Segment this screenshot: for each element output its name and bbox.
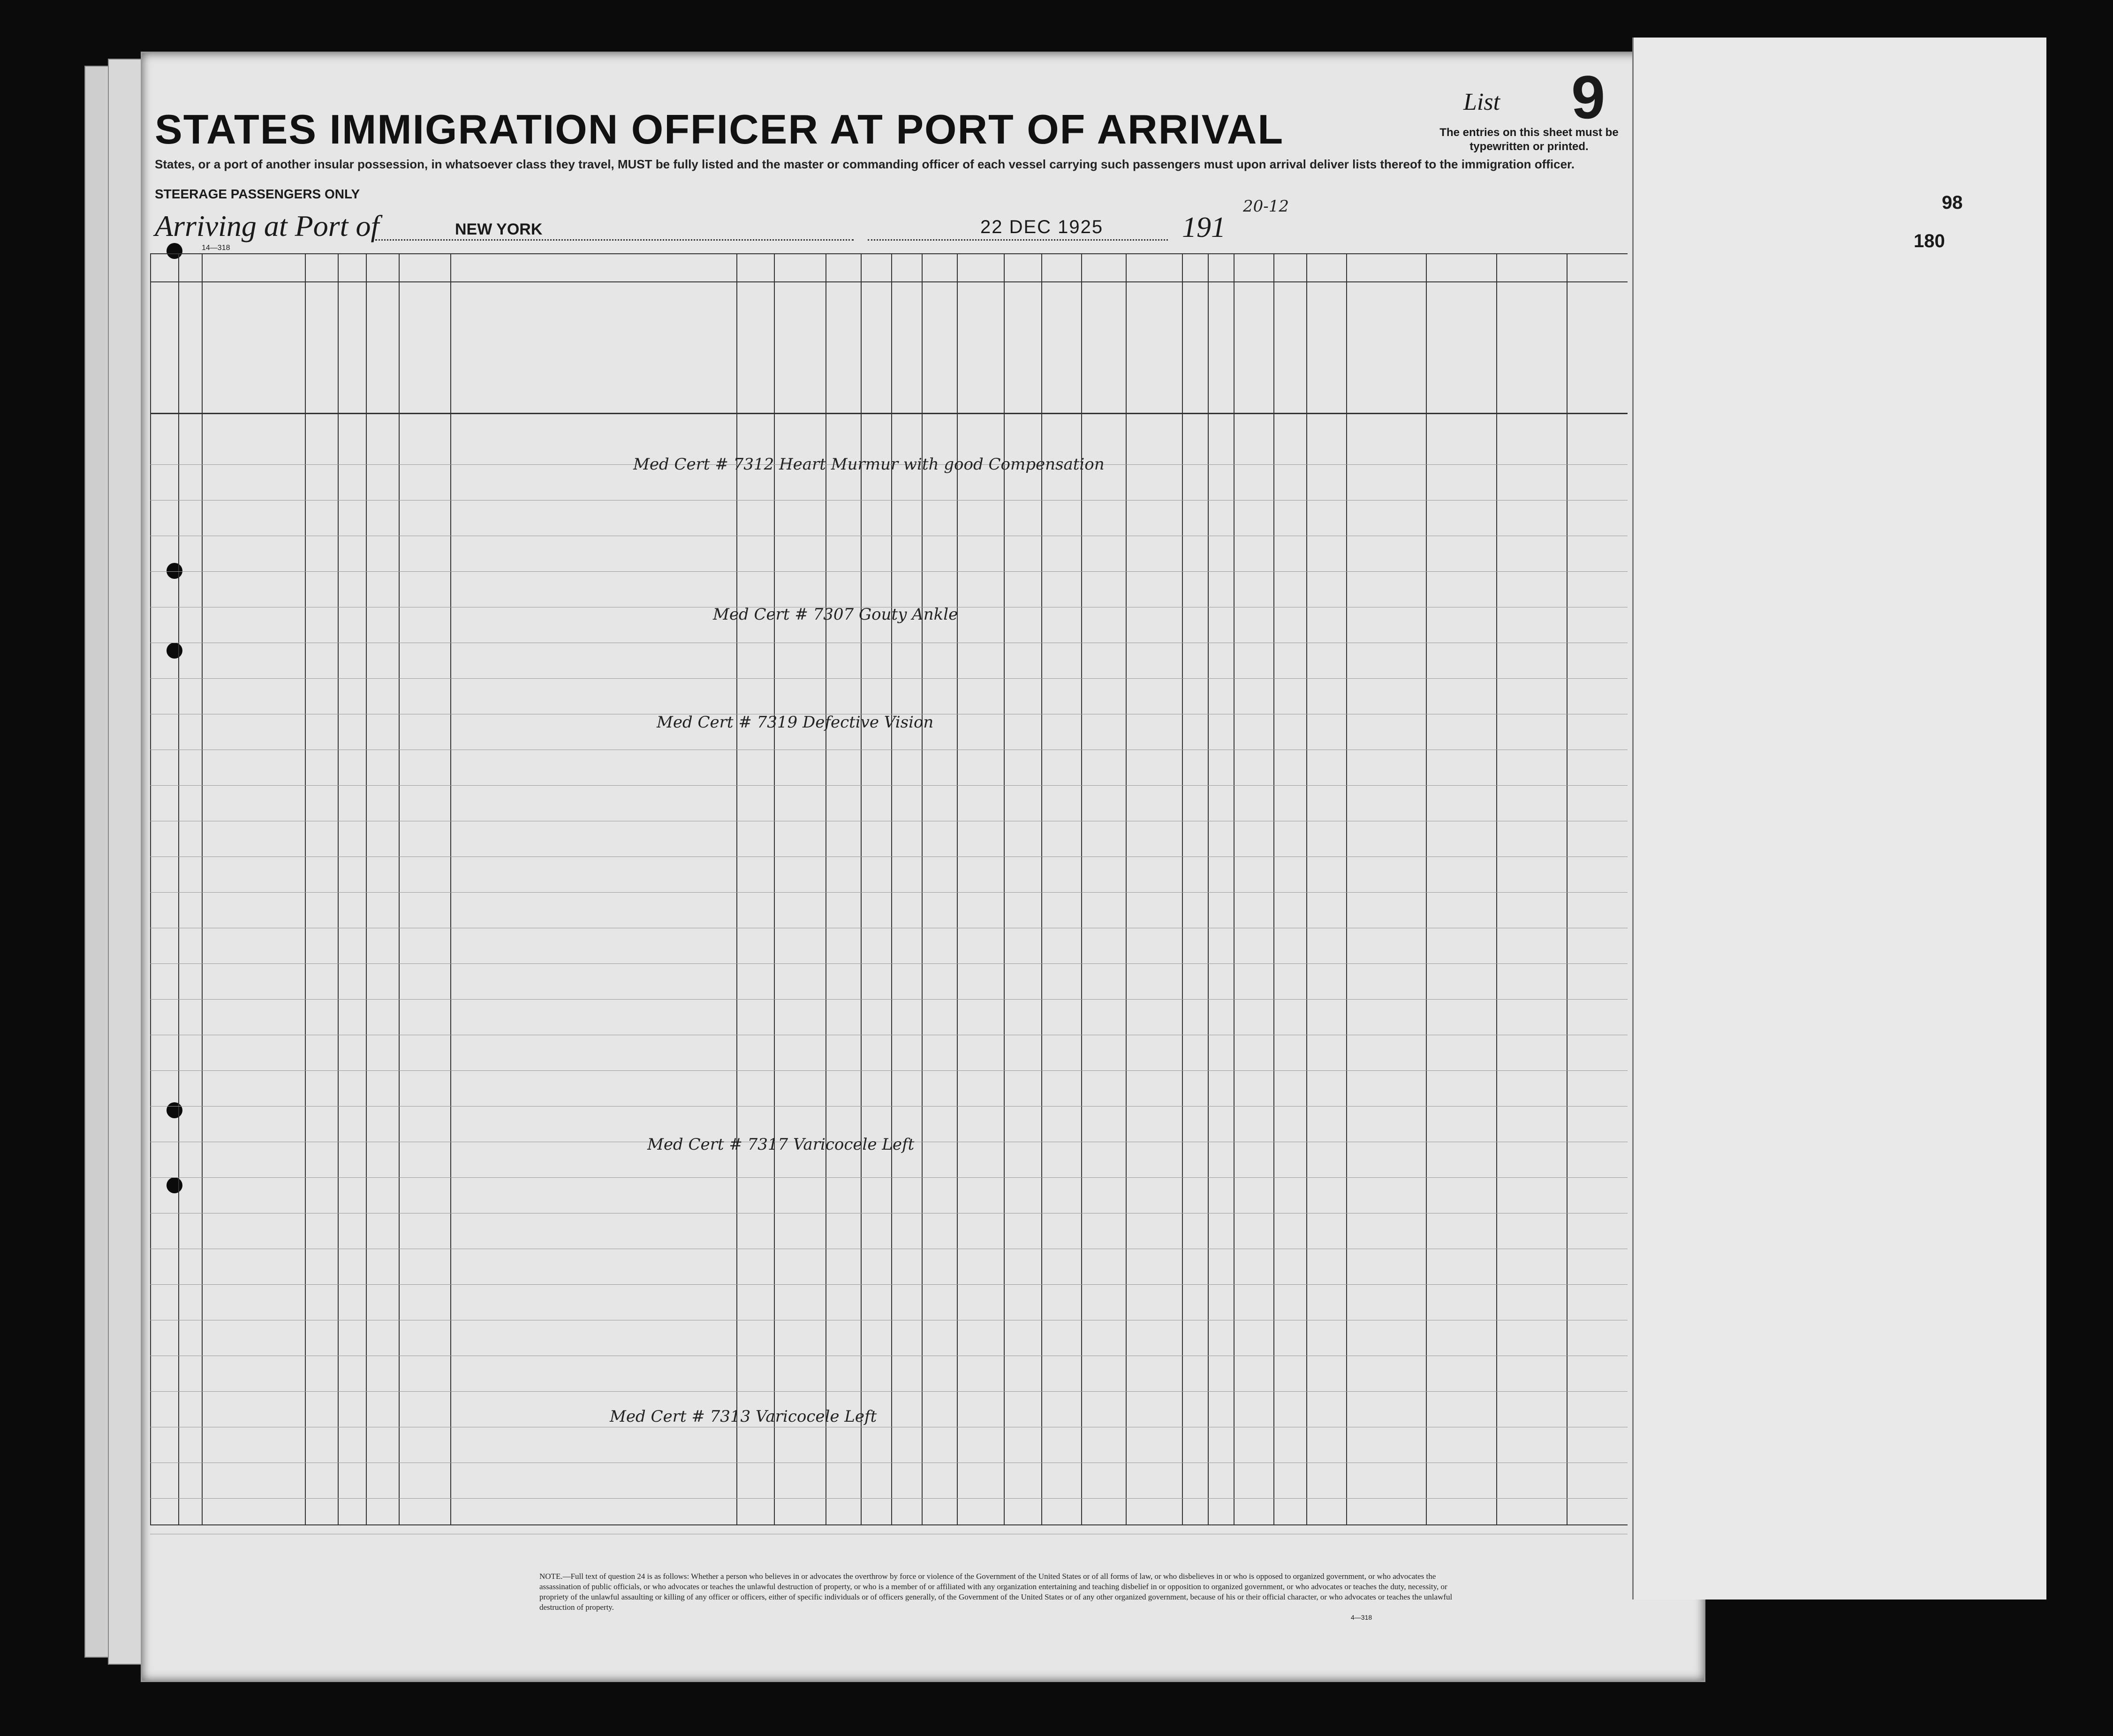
overlapping-sheet bbox=[1632, 38, 2046, 1600]
column-rule bbox=[305, 253, 306, 1524]
side-number-top: 98 bbox=[1942, 192, 1963, 213]
date-line bbox=[868, 239, 1168, 241]
column-rule bbox=[922, 253, 923, 1524]
column-rule bbox=[736, 253, 737, 1524]
handwritten-note: Med Cert # 7307 Gouty Ankle bbox=[713, 605, 958, 624]
column-head bbox=[739, 296, 772, 408]
port-line bbox=[375, 239, 854, 241]
row-rule bbox=[150, 571, 1628, 572]
list-number: 9 bbox=[1571, 63, 1606, 131]
footer-code: 4—318 bbox=[1351, 1614, 1372, 1621]
row-rule bbox=[150, 785, 1628, 786]
row-rule bbox=[150, 892, 1628, 893]
date-stamp: 22 DEC 1925 bbox=[980, 217, 1104, 237]
row-rule bbox=[150, 1177, 1628, 1178]
form-number: 14—318 bbox=[202, 244, 230, 252]
column-rule bbox=[1346, 253, 1347, 1524]
column-rule bbox=[1081, 253, 1082, 1524]
column-head bbox=[307, 296, 335, 408]
column-rule bbox=[202, 253, 203, 1524]
column-head bbox=[776, 296, 823, 408]
column-rule bbox=[366, 253, 367, 1524]
column-rule bbox=[1004, 253, 1005, 1524]
handwritten-note: Med Cert # 7317 Varicocele Left bbox=[647, 1135, 915, 1154]
column-rule bbox=[891, 253, 892, 1524]
column-rule bbox=[1306, 253, 1307, 1524]
typewritten-note: The entries on this sheet must be typewritten or printed. bbox=[1439, 126, 1619, 153]
row-rule bbox=[150, 678, 1628, 679]
column-rule bbox=[1496, 253, 1497, 1524]
handwritten-note: Med Cert # 7319 Defective Vision bbox=[657, 713, 934, 732]
column-head bbox=[894, 296, 919, 408]
row-rule bbox=[150, 1106, 1628, 1107]
column-rule bbox=[1041, 253, 1042, 1524]
column-rule bbox=[178, 253, 179, 1524]
header-rule bbox=[150, 281, 1628, 282]
column-head bbox=[828, 296, 858, 408]
header-instructions: States, or a port of another insular possession, in whatsoever class they travel, MUST be fully listed and the master or commanding officer of each vessel carrying such passengers must upon arrival deliver lists thereof to the immigration officer. bbox=[155, 157, 1575, 171]
column-rule bbox=[861, 253, 862, 1524]
column-rule bbox=[957, 253, 958, 1524]
column-rule bbox=[1126, 253, 1127, 1524]
arriving-label: Arriving at Port of bbox=[155, 209, 379, 243]
column-rule bbox=[399, 253, 400, 1524]
table-bottom-rule bbox=[150, 1524, 1628, 1525]
column-rule bbox=[1567, 253, 1568, 1524]
manifest-table bbox=[150, 253, 1628, 1524]
year-prefix: 191 bbox=[1182, 212, 1226, 243]
column-head bbox=[924, 296, 954, 408]
column-rule bbox=[1426, 253, 1427, 1524]
column-rule bbox=[1273, 253, 1274, 1524]
row-rule bbox=[150, 1391, 1628, 1392]
row-rule bbox=[150, 1070, 1628, 1071]
column-rule bbox=[450, 253, 451, 1524]
column-rule bbox=[1182, 253, 1183, 1524]
column-rule bbox=[338, 253, 339, 1524]
column-head bbox=[863, 296, 889, 408]
port-name: NEW YORK bbox=[455, 220, 543, 238]
header-rule bbox=[150, 413, 1628, 414]
column-rule bbox=[150, 253, 151, 1524]
list-label: List bbox=[1463, 89, 1500, 115]
handwritten-note: Med Cert # 7312 Heart Murmur with good Compensation bbox=[633, 455, 1105, 474]
page-title: STATES IMMIGRATION OFFICER AT PORT OF ARRIVAL bbox=[155, 106, 1284, 152]
footnote: NOTE.—Full text of question 24 is as follows: Whether a person who believes in or advocates the overthrow by force or violence of the Government of the United States or of all forms of law, or who disbelieves in or who is opposed to organized government, or who advocates the assassination of public officials, or who advocates or teaches the unlawful destruction of property, or who is a member of or affiliated with any organization entertaining and teaching disbelief in or opposition to organized government, or who advocates or teaches the duty, necessity, or propriety of the unlawful assaulting or killing of any officer or officers, either of specific individuals or of officers generally, of the Government of the United States or of any other organized government, because of his or their official character, or who advocates or teaches the unlawful destruction of property. bbox=[539, 1572, 1453, 1612]
column-rule bbox=[1208, 253, 1209, 1524]
row-rule bbox=[150, 1498, 1628, 1499]
row-rule bbox=[150, 963, 1628, 964]
handwritten-note: Med Cert # 7313 Varicocele Left bbox=[610, 1407, 877, 1426]
side-number-bottom: 180 bbox=[1914, 231, 1945, 251]
column-rule bbox=[774, 253, 775, 1524]
row-rule bbox=[150, 999, 1628, 1000]
header-rule bbox=[150, 253, 1628, 254]
handwritten-note: 20-12 bbox=[1243, 197, 1289, 216]
column-head bbox=[1044, 296, 1079, 408]
column-head bbox=[959, 296, 1001, 408]
steerage-label: STEERAGE PASSENGERS ONLY bbox=[155, 187, 360, 201]
row-rule bbox=[150, 1284, 1628, 1285]
column-head bbox=[181, 296, 199, 408]
